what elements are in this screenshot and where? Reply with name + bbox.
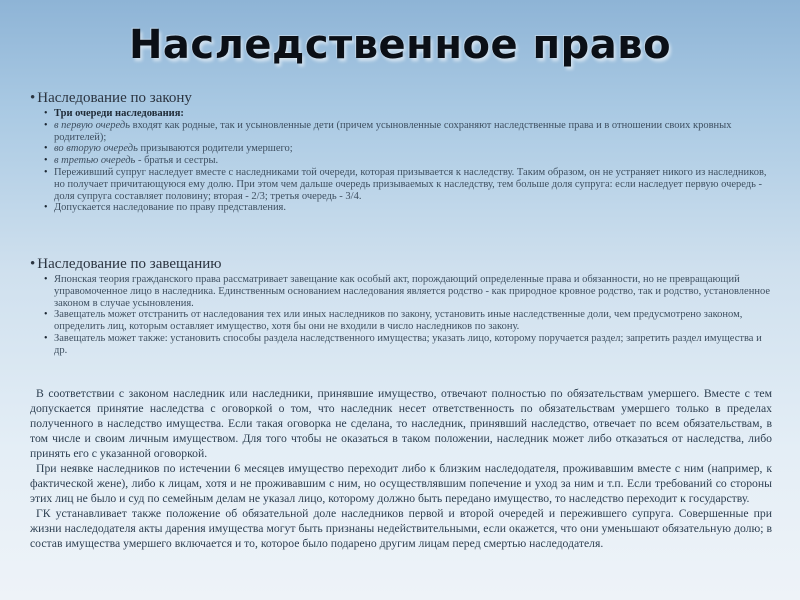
paragraph: При неявке наследников по истечении 6 месяцев имущество переходит либо к близким наследодателя, проживавшим вместе с ним (например, к фактической жене), либо к лицам, хотя и не проживавшим с ним, но осуществлявшим попечение и уход за ним и т.п. Если требований со стороны этих лиц не было и суд по семейным делам не указал лицо, которому должно быть передано имущество, то наследство переходит к государству. [30,462,772,505]
list-item: • в первую очередь входят как родные, так и усыновленные дети (причем усыновленные сохраняют наследственные права и в отношении своих кровных родителей); [44,120,772,144]
list-item: • Три очереди наследования: [44,108,772,120]
section-inheritance-by-will [30,256,772,357]
paragraph: ГК устанавливает также положение об обязательной доле наследников первой и второй очередей и пережившего супруга. Совершенные при жизни наследодателя акты дарения имущества могут быть признаны недействительными, если окажется, что они уменьшают обязательную долю; в состав имущества умершего включается и то, которое было подарено другим лицам перед смертью наследодателя. [30,507,772,550]
list-item: • во вторую очередь призываются родители умершего; [44,143,772,155]
list-item: • Переживший супруг наследует вместе с наследниками той очереди, которая призывается к наследству. Таким образом, он не устраняет никого из наследников, но получает причитающуюся ему долю. При этом чем дальше очередь призываемых к наследству, тем больше доля супруга: если наследует первую очередь - доля супруга составляет половину; вторая - 2/3; третья очередь - 3/4. [44,167,772,202]
body-text [30,386,772,551]
section-inheritance-by-law [30,90,772,214]
bullet-list [30,274,772,357]
paragraph: В соответствии с законом наследник или наследники, принявшие имущество, отвечают полностью по обязательствам умершего. Вместе с тем допускается принятие наследства с оговоркой о том, что наследник несет ответственность по обязательствам умершего только в пределах полученного в наследство имущества. Если такая оговорка не сделана, то наследник, принявший наследство, отвечает по всем обязательствам, в том числе и своим личным имуществом. Для того чтобы не оказаться в таком положении, наследник может либо отказаться от наследства, либо принять его с указанной оговоркой. [30,387,772,460]
list-item: • Допускается наследование по праву представления. [44,202,772,214]
section-heading: • Наследование по завещанию [30,256,222,272]
bullet-icon: • [30,90,36,106]
section-heading: • Наследование по закону [30,90,192,106]
list-item: • Завещатель может также: установить способы раздела наследственного имущества; указать лицо, которому поручается раздел; запретить раздел имущества и др. [44,333,772,357]
bullet-list [30,108,772,214]
list-item: • в третью очередь - братья и сестры. [44,155,772,167]
slide-title: Наследственное право [128,22,672,68]
list-item: • Завещатель может отстранить от наследования тех или иных наследников по закону, установить иные наследственные доли, чем предусмотрено законом, определить лиц, которым оставляет имущество, хотя бы они не входили в число наследников по закону. [44,309,772,333]
bullet-icon: • [30,256,36,272]
list-item: • Японская теория гражданского права рассматривает завещание как особый акт, порождающий определенные права и обязанности, но не превращающий управомоченное лицо в наследника. Единственным основанием наследования является родство - как природное кровное родство, так и родство, установленное законом в случае усыновления. [44,274,772,309]
